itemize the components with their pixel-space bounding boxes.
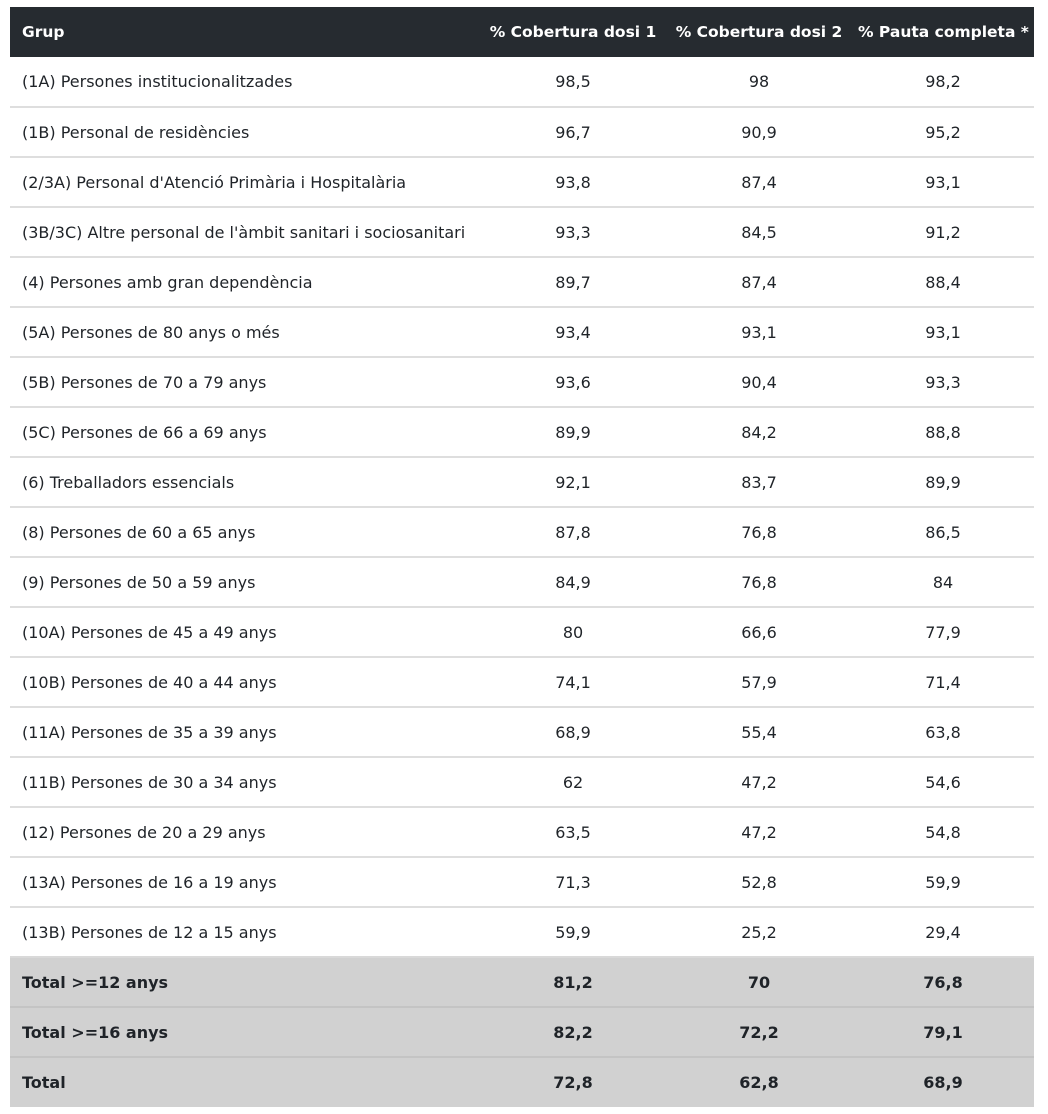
cell-group: (1B) Personal de residències (22, 122, 250, 142)
total-row (10, 1007, 1034, 1057)
cell-group: (4) Persones amb gran dependència (22, 272, 313, 292)
cell-group: (3B/3C) Altre personal de l'àmbit sanitari i sociosanitari (22, 222, 466, 242)
table-row (10, 107, 1034, 157)
cell-dose1: 80 (562, 622, 584, 642)
table-row (10, 707, 1034, 757)
header-dose2[interactable]: % Cobertura dosi 2 (675, 23, 843, 41)
cell-group: (5A) Persones de 80 anys o més (22, 322, 280, 342)
cell-complete: 63,8 (925, 722, 961, 742)
cell-dose1: 93,4 (555, 322, 591, 342)
cell-dose1: 82,2 (553, 1022, 593, 1042)
cell-dose2: 93,1 (741, 322, 777, 342)
cell-dose2: 57,9 (741, 672, 777, 692)
cell-complete: 77,9 (925, 622, 961, 642)
table-row (10, 357, 1034, 407)
cell-complete: 76,8 (923, 972, 963, 992)
table-row (10, 757, 1034, 807)
cell-group: (10A) Persones de 45 a 49 anys (22, 622, 277, 642)
cell-group: Total (22, 1073, 66, 1092)
cell-group: (11B) Persones de 30 a 34 anys (22, 772, 277, 792)
cell-dose1: 92,1 (555, 472, 591, 492)
table-row (10, 857, 1034, 907)
cell-complete: 95,2 (925, 122, 961, 142)
table-row (10, 507, 1034, 557)
cell-dose2: 87,4 (741, 272, 777, 292)
table-row (10, 257, 1034, 307)
cell-group: (8) Persones de 60 a 65 anys (22, 522, 256, 542)
coverage-table (10, 7, 1034, 1107)
cell-group: Total >=12 anys (22, 972, 169, 992)
header-complete[interactable]: % Pauta completa * (858, 23, 1029, 41)
header-row (10, 7, 1034, 57)
cell-dose1: 93,8 (555, 172, 591, 192)
total-row (10, 957, 1034, 1007)
cell-dose1: 96,7 (555, 122, 591, 142)
cell-dose2: 55,4 (741, 722, 777, 742)
cell-complete: 91,2 (925, 222, 961, 242)
cell-complete: 89,9 (925, 472, 961, 492)
table-row (10, 807, 1034, 857)
cell-dose2: 90,9 (741, 122, 777, 142)
cell-dose2: 84,2 (741, 422, 777, 442)
table-row (10, 657, 1034, 707)
table-row (10, 407, 1034, 457)
cell-group: (9) Persones de 50 a 59 anys (22, 572, 256, 592)
header-group[interactable]: Grup (22, 23, 65, 41)
table-row (10, 207, 1034, 257)
total-row (10, 1057, 1034, 1107)
cell-dose1: 93,3 (555, 222, 591, 242)
cell-dose1: 93,6 (555, 372, 591, 392)
cell-complete: 59,9 (925, 872, 961, 892)
cell-group: (5B) Persones de 70 a 79 anys (22, 372, 267, 392)
header-dose1[interactable]: % Cobertura dosi 1 (489, 23, 657, 41)
table-row (10, 157, 1034, 207)
cell-dose1: 63,5 (555, 822, 591, 842)
table-row (10, 557, 1034, 607)
cell-dose2: 98 (748, 72, 770, 91)
cell-dose2: 25,2 (741, 922, 777, 942)
cell-dose2: 66,6 (741, 622, 777, 642)
cell-dose1: 71,3 (555, 872, 591, 892)
table-row (10, 307, 1034, 357)
cell-complete: 68,9 (923, 1073, 963, 1092)
table-header (10, 7, 1034, 57)
table-row (10, 457, 1034, 507)
coverage-table-container (10, 7, 1034, 1107)
cell-dose2: 62,8 (739, 1073, 779, 1092)
cell-complete: 88,8 (925, 422, 961, 442)
cell-group: (5C) Persones de 66 a 69 anys (22, 422, 267, 442)
cell-dose1: 84,9 (555, 572, 591, 592)
cell-dose2: 52,8 (741, 872, 777, 892)
cell-group: (13B) Persones de 12 a 15 anys (22, 922, 277, 942)
table-row (10, 607, 1034, 657)
cell-dose1: 89,9 (555, 422, 591, 442)
cell-dose1: 74,1 (555, 672, 591, 692)
cell-complete: 84 (932, 572, 954, 592)
cell-dose1: 81,2 (553, 972, 593, 992)
cell-dose1: 87,8 (555, 522, 591, 542)
cell-dose1: 72,8 (553, 1073, 593, 1092)
cell-dose1: 68,9 (555, 722, 591, 742)
cell-dose1: 98,5 (555, 72, 591, 91)
cell-complete: 88,4 (925, 272, 961, 292)
cell-complete: 98,2 (925, 72, 961, 91)
cell-group: (13A) Persones de 16 a 19 anys (22, 872, 277, 892)
cell-dose1: 59,9 (555, 922, 591, 942)
cell-complete: 54,8 (925, 822, 961, 842)
cell-dose2: 47,2 (741, 772, 777, 792)
cell-complete: 79,1 (923, 1022, 963, 1042)
cell-group: Total >=16 anys (22, 1022, 169, 1042)
cell-dose1: 62 (562, 772, 584, 792)
cell-complete: 86,5 (925, 522, 961, 542)
cell-complete: 93,1 (925, 172, 961, 192)
table-body (10, 57, 1034, 1107)
cell-dose2: 83,7 (741, 472, 777, 492)
cell-group: (11A) Persones de 35 a 39 anys (22, 722, 277, 742)
cell-dose2: 47,2 (741, 822, 777, 842)
cell-dose2: 84,5 (741, 222, 777, 242)
cell-group: (6) Treballadors essencials (22, 472, 235, 492)
cell-dose2: 76,8 (741, 522, 777, 542)
cell-group: (12) Persones de 20 a 29 anys (22, 822, 266, 842)
cell-complete: 93,3 (925, 372, 961, 392)
cell-complete: 71,4 (925, 672, 961, 692)
cell-group: (10B) Persones de 40 a 44 anys (22, 672, 277, 692)
cell-dose2: 70 (747, 972, 771, 992)
cell-complete: 29,4 (925, 922, 961, 942)
table-row (10, 907, 1034, 957)
cell-dose2: 87,4 (741, 172, 777, 192)
table-row (10, 57, 1034, 107)
cell-group: (1A) Persones institucionalitzades (22, 72, 293, 91)
cell-complete: 93,1 (925, 322, 961, 342)
cell-dose1: 89,7 (555, 272, 591, 292)
cell-complete: 54,6 (925, 772, 961, 792)
cell-dose2: 90,4 (741, 372, 777, 392)
cell-group: (2/3A) Personal d'Atenció Primària i Hospitalària (22, 172, 407, 192)
cell-dose2: 72,2 (739, 1022, 779, 1042)
cell-dose2: 76,8 (741, 572, 777, 592)
